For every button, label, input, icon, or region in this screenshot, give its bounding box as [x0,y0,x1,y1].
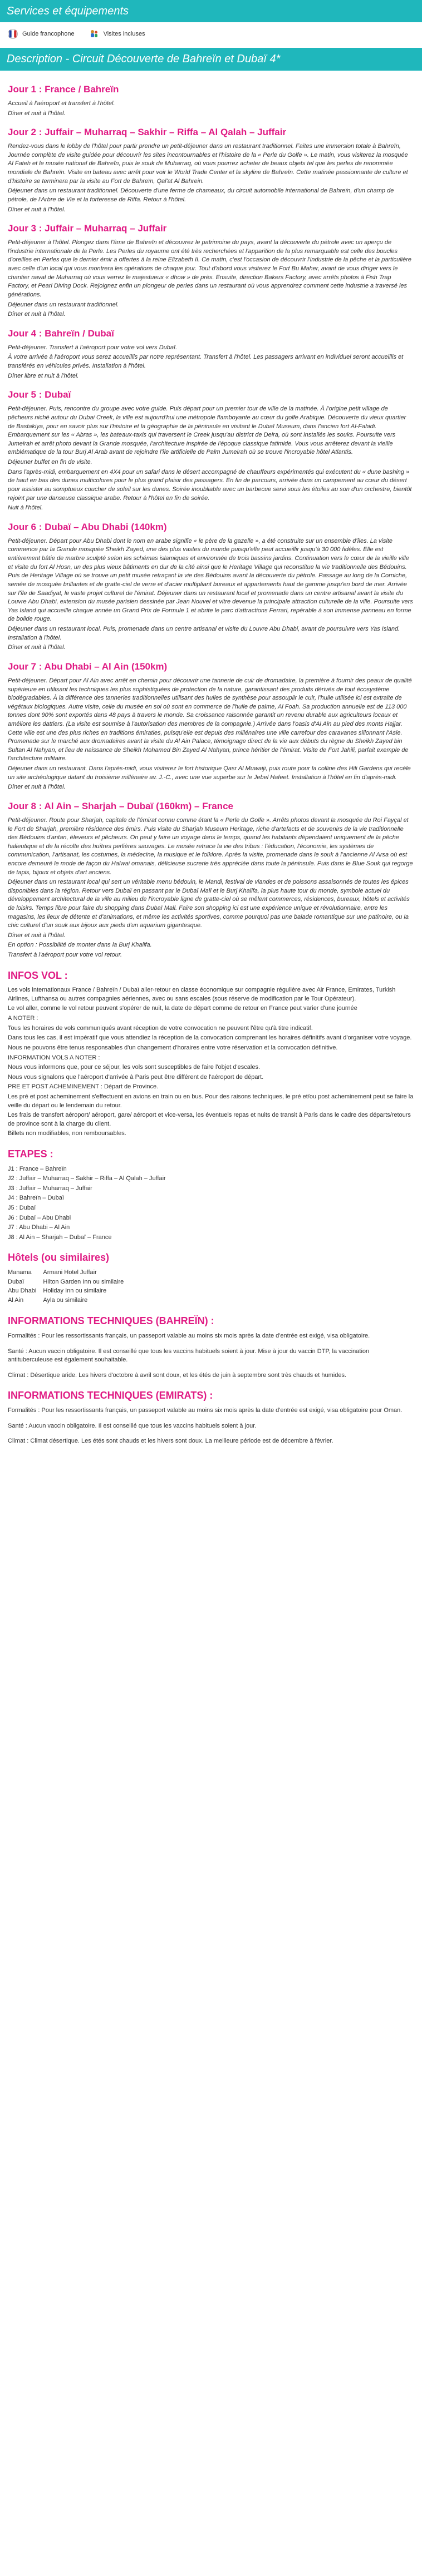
hotel-name: Armani Hotel Juffair [43,1269,97,1276]
day-4 [8,327,414,381]
hotel-city: Manama [8,1269,32,1276]
tech-emirats-title: INFORMATIONS TECHNIQUES (EMIRATS) : [8,1390,213,1401]
day-text [8,344,414,380]
tech-paragraph: Climat : Climat désertique. Les étés sont chauds et les hivers sont doux. La meilleure période est de décembre à février. [8,1438,333,1445]
day-7 [8,660,414,792]
tech-paragraph: Santé : Aucun vaccin obligatoire. Il est conseillé que tous les vaccins habituels soient à jour. [8,1422,257,1429]
day-paragraph: Dîner et nuit à l'hôtel. [8,932,66,939]
day-paragraph: Dîner et nuit à l'hôtel. [8,311,66,318]
hotel-name: Holiday Inn ou similaire [43,1287,107,1295]
day-paragraph: Dans l'après-midi, embarquement en 4X4 pour un safari dans le désert accompagné de chauffeurs expérimentés qui exécutent du « dune bashing » de haut en bas des dunes multicolores pour le plus grand plaisir des passagers. En fin de parcours, arrivée dans un campement au cœur du désert pour assister au somptueux coucher de soleil sur les dunes. Soirée inoubliable avec un barbecue servi sous les étoiles au son d'un orchestre, bientôt rejoint par une danseuse classique arabe. Retour à l'hôtel en fin de soirée. [8,468,412,502]
day-paragraph: Dîner et nuit à l'hôtel. [8,110,66,117]
infos-vol-paragraph: Le vol aller, comme le vol retour peuvent s'opérer de nuit, la date de départ comme de retour en France peut varier d'une journée [8,1005,357,1012]
day-title: Jour 3 : Juffair – Muharraq – Juffair [8,223,167,234]
day-title: Jour 7 : Abu Dhabi – Al Ain (150km) [8,661,168,672]
day-5 [8,388,414,512]
day-paragraph: Petit-déjeuner. Puis, rencontre du groupe avec votre guide. Puis départ pour un premier tour de ville de la matinée. À l'origine petit village de pêcheurs niché autour du Dubai Creek, la ville est aujourd'hui une métropole flamboyante au cœur du golfe Arabique. Découverte du vieux quartier de Bastakiya, pour en savoir plus sur l'histoire et la géographie de la péninsule en visitant le Dubaï Museum, dans l'ancien fort Al-Fahidi. Embarquement sur les « Abras », les bateaux-taxis qui traversent le Creek jusqu'au district de Deira, où sont installés les souks. Poursuite vers Jumeirah et arrêt photo devant la Grande mosquée, l'architecture inspirée de l'époque classique fatimide. Vous vous arrêterez devant la vieille emblématique de la tour Burj Al Arab avant de rejoindre l'île artificielle de Palm Jumeirah où se trouve l'incroyable hôtel Atlantis. [8,405,406,456]
service-item-label: Guide francophone [22,30,75,37]
etape-item: J2 : Juffair – Muharraq – Sakhir – Riffa – Al Qalah – Juffair [8,1175,166,1182]
etape-item: J5 : Dubaï [8,1204,36,1211]
guide-icon [8,29,18,39]
tech-paragraph: Formalités : Pour les ressortissants français, un passeport valable au moins six mois après la date d'entrée est exigé, visa obligatoire. [8,1332,370,1339]
hotel-row [8,1278,130,1287]
day-text [8,239,414,319]
day-title: Jour 2 : Juffair – Muharraq – Sakhir – Riffa – Al Qalah – Juffair [8,127,287,138]
etapes-title: ETAPES : [8,1148,53,1160]
hotels-title: Hôtels (ou similaires) [8,1252,110,1264]
day-6 [8,521,414,652]
hotel-city: Dubaï [8,1278,24,1285]
spacer [8,1431,414,1437]
infos-vol-title: INFOS VOL : [8,969,68,981]
tech-bahrein-section [8,1314,414,1380]
description-title: Description - Circuit Découverte de Bahreïn et Dubaï 4* [0,48,422,70]
tech-paragraph: Formalités : Pour les ressortissants français, un passeport valable au moins six mois après la date d'entrée est exigé, visa obligatoire pour Oman. [8,1406,403,1414]
infos-vol-section [8,969,414,1138]
spacer [8,1416,414,1422]
tech-emirats-section [8,1389,414,1445]
day-paragraph: Transfert à l'aéroport pour votre vol retour. [8,952,122,959]
day-paragraph: Petit-déjeuner. Départ pour Abu Dhabi dont le nom en arabe signifie « le père de la gazelle », a été construite sur un ensemble d'îles. La visite commence par la Grande mosquée Sheikh Zayed, une des plus vastes du monde puisqu'elle peut accueillir jusqu'à 30 000 fidèles. Elle est entièrement bâtie de marbre sculpté selon les schémas islamiques et environnée de trois bassins jardins. Continuation vers le cœur de la vieille ville et visite du fort Al Hosn, un des plus vieux bâtiments en dur de la cité ainsi que le Heritage Village qui reconstitue la vie traditionnelle des Bédouins. Puis de Heritage Village où se trouve un petit musée retraçant la vie des Bédouins avant la découverte du pétrole. Passage au long de la Corniche, semée de mosquée brillantes et de gratte-ciel de verre et d'acier multipliant bureaux et appartements haut de gamme jusqu'en bord de mer. Arrivée sur l'île de Saadiyat, le vaste projet culturel de l'émirat. Déjeuner dans un restaurant local et promenade dans un centre artisanal avant la visite du Louvre Abu Dhabi, extension du musée parisien dessinée par Jean Nouvel et vitre devenue la principale attraction culturelle de la ville. Poursuite vers Yas Island qui accueille chaque année un Grand Prix de Formule 1 et abrite le parc d'attractions Ferrari, repérable à son immense panneau en forme de bolide rouge. [8,537,413,623]
day-text [8,142,414,214]
etape-item: J7 : Abu Dhabi – Al Ain [8,1224,70,1231]
day-paragraph: Petit-déjeuner. Transfert à l'aéroport pour votre vol vers Dubaï. [8,344,178,351]
day-paragraph: Dîner libre et nuit à l'hôtel. [8,372,79,379]
hotels-section [8,1251,414,1305]
day-paragraph: Petit-déjeuner. Départ pour Al Ain avec arrêt en chemin pour découvrir une tannerie de cuir de dromadaire, la première à fournir des peaux de qualité supérieure en utilisant les techniques les plus sophistiquées de protection de la nature, garantissant des produits dérivés de tout écosystème biodégradables. À la différence des tanneries traditionnelles utilisant des huiles de synthèse pour assouplir le cuir, l'huile utilisée ici est extraite de végétaux biologiques. Autre visite, celle du musée en soi où sont en commerce de l'huile de palme, Al Foah. Sa production annuelle est de 113 000 tonnes dont 90% sont exportés dans 48 pays à travers le monde. Sa croissance raisonnée garantit un revenu durable aux agriculteurs locaux et améliore les dattiers. (La visite est soumise à l'autorisation des membres de la compagnie.) Arrivée dans l'oasis d'Al Ain au pied des monts Hajjar. Cette ville est une des plus riches en traditions émiraties, puisqu'elle est depuis des millénaires une ville carrefour des caravanes sillonnant l'Asie. Promenade sur le marché aux dromadaires avant la visite du Al Ain Palace, témoignage direct de la vie aux débuts du règne du Sheikh Zayed bin Sultan Al Nahyan, et lieu de naissance de Sheikh Mohamed Bin Zayed Al Nahyan, prince héritier de l'émirat. Visite de Fort Jahili, parfait exemple de l'architecture militaire. [8,677,412,762]
infos-vol-paragraph: INFORMATION VOLS A NOTER : [8,1054,100,1061]
infos-vol-paragraph: Les pré et post acheminement s'effectuent en avions en train ou en bus. Pour des raisons techniques, le pré et/ou post acheminement peut se faire la veille du départ ou le lendemain du retour. [8,1093,414,1109]
day-2 [8,126,414,214]
infos-vol-paragraph: PRE ET POST ACHEMINEMENT : Départ de Province. [8,1083,159,1091]
service-item-visites [89,29,145,39]
day-title: Jour 5 : Dubaï [8,389,71,400]
day-paragraph: Déjeuner dans un restaurant. Dans l'après-midi, vous visiterez le fort historique Qasr Al Muwaiji, puis route pour la colline des Hili Gardens qui recèle un site archéologique datant du troisième millénaire av. J.-C., avec une vue superbe sur le Jebel Hafeet. Installation à l'hôtel en fin d'après-midi. [8,765,411,781]
infos-vol-paragraph: A NOTER : [8,1015,38,1022]
tech-paragraph: Climat : Désertique aride. Les hivers d'octobre à avril sont doux, et les étés de juin à septembre sont très chauds et humides. [8,1371,347,1379]
visites-icon [89,29,99,39]
hotel-city: Abu Dhabi [8,1287,37,1295]
day-paragraph: Déjeuner dans un restaurant traditionnel. Découverte d'une ferme de chameaux, du circuit automobile international de Bahreïn, d'un champ de pétrole, de l'Arbre de Vie et la forteresse de Riffa. Retour à l'hôtel. [8,187,394,203]
day-title: Jour 6 : Dubaï – Abu Dhabi (140km) [8,521,167,532]
day-8 [8,800,414,960]
day-3 [8,222,414,319]
itinerary [0,71,422,1446]
day-paragraph: Accueil à l'aéroport et transfert à l'hôtel. [8,100,115,107]
day-paragraph: Dîner et nuit à l'hôtel. [8,206,66,213]
etape-item: J4 : Bahreïn – Dubaï [8,1195,64,1202]
services-list [0,22,422,48]
day-paragraph: En option : Possibilité de monter dans la Burj Khalifa. [8,942,152,949]
infos-vol-paragraph: Les frais de transfert aéroport/ aéroport, gare/ aéroport et vice-versa, les éventuels repas et nuits de transit à Paris dans le cadre des départs/retours de province sont à la charge du client. [8,1112,411,1127]
infos-vol-paragraph: Les vols internationaux France / Bahreïn / Dubaï aller-retour en classe économique sur compagnie régulière avec Air France, Emirates, Turkish Airlines, Lufthansa ou autres compagnies aériennes, avec ou sans escales (sous réserve de modification par le Tour Opérateur). [8,987,396,1002]
infos-vol-text [8,986,414,1138]
spacer [8,1342,414,1348]
spacer [8,1366,414,1371]
day-title: Jour 8 : Al Ain – Sharjah – Dubaï (160km) – France [8,800,233,811]
infos-vol-paragraph: Nous vous signalons que l'aéroport d'arrivée à Paris peut être différent de l'aéroport de départ. [8,1073,264,1081]
day-paragraph: Petit-déjeuner à l'hôtel. Plongez dans l'âme de Bahreïn et découvrez le patrimoine du pays, avant la découverte du pétrole avec un aperçu de l'industrie internationale de la Perle. Les Perles du royaume ont été très recherchées et l'apparition de la plus remarquable est celle des boucles d'oreilles en Perles que le dernier émir a offertes à la reine Elizabeth II. Ce matin, c'est l'occasion de découvrir l'industrie de la pêche et la particulière avec celle d'un local qui vous montrera les opérations de chaque jour. Tout d'abord vous visiterez le Fort Bu Maher, avant de vous diriger vers le chantier naval de Muharraq où vous verrez le majestueux « dhow » de près. Ensuite, direction Bakers Factory, avec arrêts photos à Fish Trap Factory, et Pearl Diving Dock. Rejoignez enfin un plongeur de perles dans un restaurant où vous apprendrez comment cette industrie a traversé les générations. [8,239,411,298]
infos-vol-paragraph: Billets non modifiables, non remboursables. [8,1130,126,1137]
etapes-section [8,1147,414,1242]
hotel-row [8,1296,130,1306]
hotel-name: Ayla ou similaire [43,1296,88,1304]
etape-item: J8 : Al Ain – Sharjah – Dubaï – France [8,1233,112,1241]
hotels-table [8,1269,130,1305]
day-text [8,677,414,792]
etape-item: J3 : Juffair – Muharraq – Juffair [8,1185,92,1192]
hotel-name: Hilton Garden Inn ou similaire [43,1278,124,1285]
tech-paragraph: Santé : Aucun vaccin obligatoire. Il est conseillé que tous les vaccins habituels soient à jour. Mise à jour du vaccin DTP, la vaccination antituberculeuse est également souhaitable. [8,1348,370,1364]
services-title: Services et équipements [0,0,422,22]
day-paragraph: Dîner et nuit à l'hôtel. [8,644,66,651]
day-text [8,100,414,118]
day-text [8,537,414,652]
day-paragraph: À votre arrivée à l'aéroport vous serez accueillis par notre représentant. Transfert à l'hôtel. Les passagers arrivant en individuel seront accueillis et transférés en véhicules privés. Installation à l'hôtel. [8,354,404,370]
day-paragraph: Déjeuner dans un restaurant traditionnel. [8,301,119,308]
service-item-guide [8,29,75,39]
infos-vol-paragraph: Nous vous informons que, pour ce séjour, les vols sont susceptibles de faire l'objet d'escales. [8,1064,260,1071]
day-paragraph: Déjeuner buffet en fin de visite. [8,459,92,466]
tech-bahrein-title: INFORMATIONS TECHNIQUES (BAHREÏN) : [8,1315,214,1327]
etapes-list [8,1165,414,1242]
day-paragraph: Rendez-vous dans le lobby de l'hôtel pour partir prendre un petit-déjeuner dans un restaurant traditionnel. Faites une immersion totale à Bahreïn, Journée complète de visite guidée pour découvrir les sites incontournables et l'histoire de la « Perle du Golfe ». Le matin, vous visiterez la mosquée Al Fateh et le musée national de Bahreïn, puis le souk de Muharraq, où vous pourrez acheter de beaux objets tel que les perles de renommée mondiale de Bahreïn. Visite en bateau avec arrêt pour voir le World Trade Center et la skyline de Bahreïn. Cette matinée passionnante de culture et d'histoire se terminera par la visite au Fort de Bahreïn, Qal'at Al Bahrein. [8,143,408,185]
day-paragraph: Petit-déjeuner. Route pour Sharjah, capitale de l'émirat connu comme étant la « Perle du Golfe ». Arrêts photos devant la mosquée du Roi Fayçal et le Fort de Sharjah, première résidence des émirs. Puis visite du Sharjah Museum Heritage, riche d'artefacts et de souvenirs de la vie traditionnelle des Bédouins d'antan, éleveurs et pêcheurs. On peut y faire un voyage dans le temps, quand les habitants dépendaient uniquement de la pêche halieutique et de la récolte des huîtres perlières sauvages. Le musée retrace la vie des tribus : l'éducation, l'économie, les systèmes de communication, l'artisanat, les costumes, la médecine, la musique et le folklore. Après la visite, promenade dans le souk à l'ancienne Al Arsa où est encore demeuré le mode de façon du Halwai omanais, délicieuse sucrerie très appréciée dans toute la péninsule. Puis dans le Blue Souk qui regorge de tapis, bijoux et objets d'art anciens. [8,816,413,876]
day-text [8,405,414,512]
infos-vol-paragraph: Nous ne pouvons être tenus responsables d'un changement d'horaires entre votre réservation et la convocation définitive. [8,1044,338,1051]
hotel-row [8,1269,130,1278]
etape-item: J6 : Dubaï – Abu Dhabi [8,1214,71,1221]
service-item-label: Visites incluses [103,30,145,37]
tech-bahrein-text [8,1332,414,1380]
day-paragraph: Déjeuner dans un restaurant local. Puis, promenade dans un centre artisanal et visite du Louvre Abu Dhabi, avant de poursuivre vers Yas Island. Installation à l'hôtel. [8,625,400,641]
infos-vol-paragraph: Dans tous les cas, il est impératif que vous attendiez la réception de la convocation comprenant les horaires définitifs avant d'organiser votre voyage. [8,1034,412,1042]
tech-emirats-text [8,1406,414,1446]
day-paragraph: Nuit à l'hôtel. [8,504,43,512]
day-title: Jour 4 : Bahreïn / Dubaï [8,328,114,339]
day-paragraph: Déjeuner dans un restaurant local qui sert un véritable menu bédouin, le Mandi, festival de viandes et de poissons assaisonnés de toutes les épices disponibles dans la région. Retour vers Dubaï en passant par le Dubaï Mall et le Burj Khalifa, la plus haute tour du monde, symbole actuel du développement architectural de la ville au milieu de l'incroyable ligne de gratte-ciel où se mêlent commerces, résidences, bureaux, hôtels et activités de loisirs. Temps libre pour faire du shopping dans Dubaï Mall. Faire son shopping ici est une expérience unique et révolutionnaire, entre les magasins, les lieux de détente et d'animations, et même les activités sportives, comme pourquoi pas une balade romantique sur une patinoire, ou la chic culturel d'un souk aux bijoux aux pieds d'un aquarium gigantesque. [8,879,410,929]
day-title: Jour 1 : France / Bahreïn [8,83,119,95]
hotel-row [8,1287,130,1296]
infos-vol-paragraph: Tous les horaires de vols communiqués avant réception de votre convocation ne peuvent l'être qu'à titre indicatif. [8,1024,313,1032]
etape-item: J1 : France – Bahreïn [8,1165,67,1172]
day-text [8,816,414,960]
day-1 [8,83,414,118]
hotel-city: Al Ain [8,1296,24,1304]
day-paragraph: Dîner et nuit à l'hôtel. [8,784,66,791]
